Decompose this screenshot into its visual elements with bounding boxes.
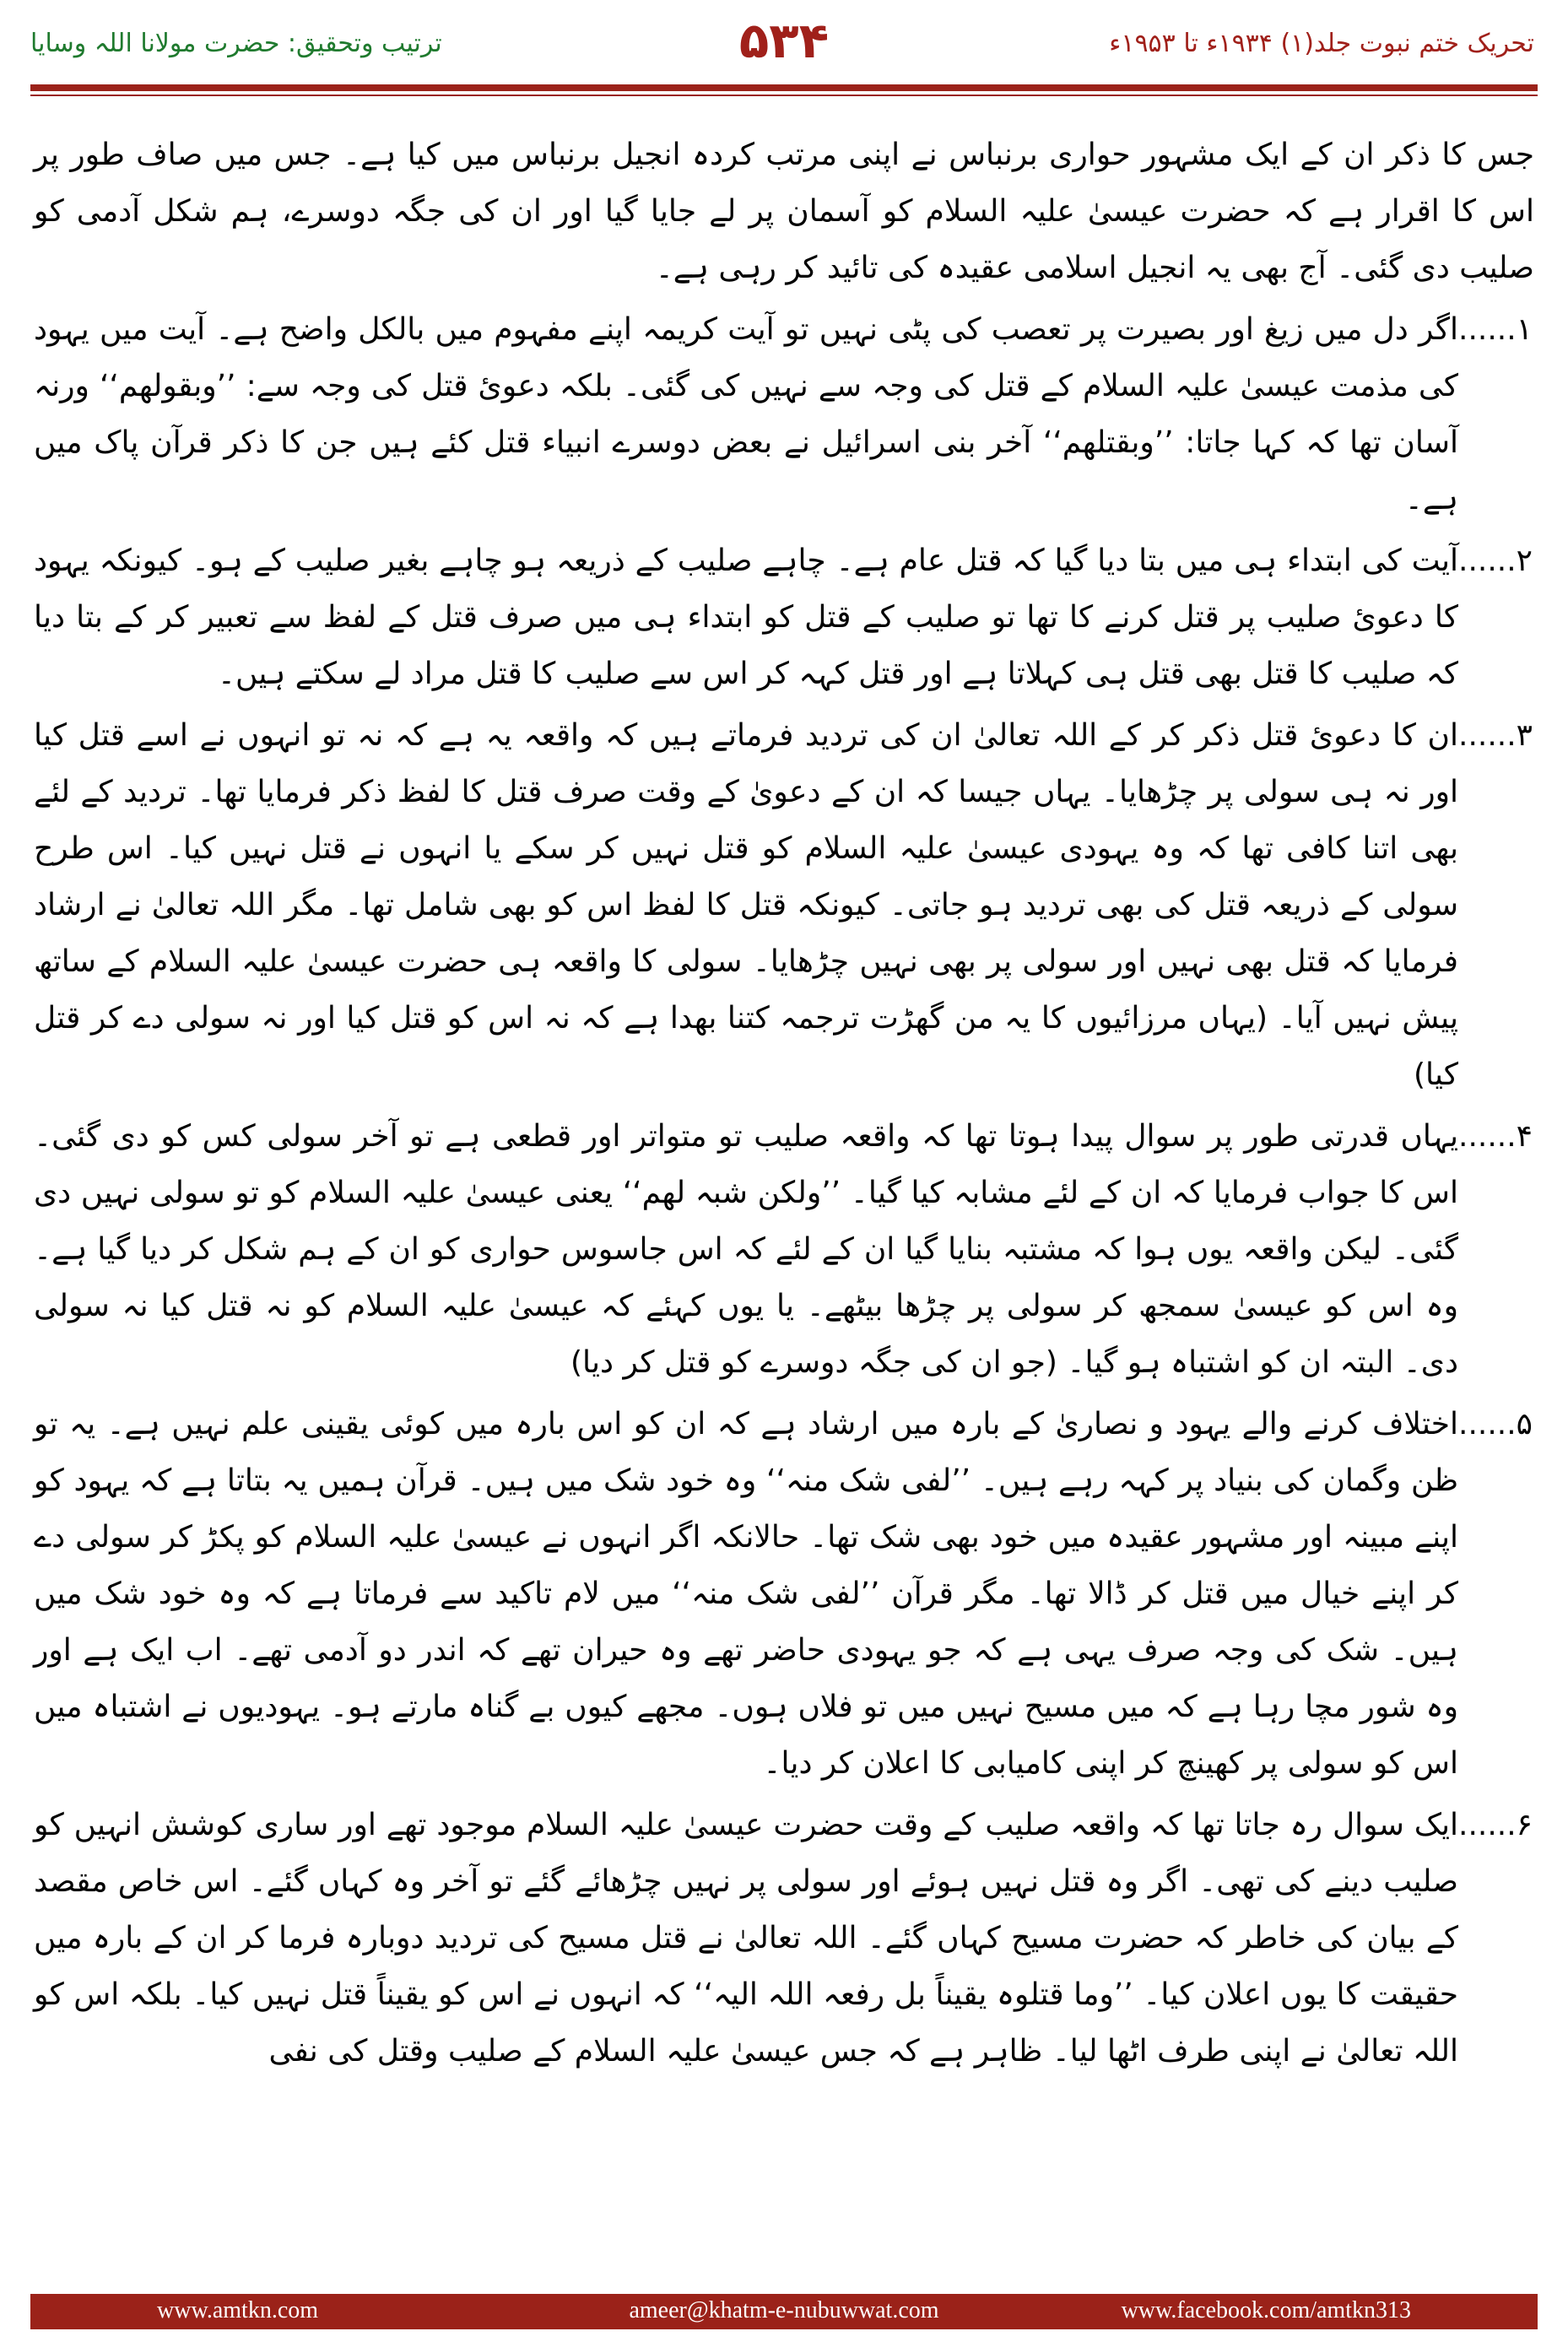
compiler-credit: ترتیب وتحقیق: حضرت مولانا اللہ وسایا	[30, 29, 442, 58]
list-item	[34, 1797, 1534, 2080]
item-text: آیت کی ابتداء ہی میں بتا دیا گیا کہ قتل عام ہے۔ چاہے صلیب کے ذریعہ ہو چاہے بغیر صلیب کے ہو۔ کیونکہ یہود کا دعویٔ صلیب پر قتل کرنے کا تھا تو صلیب کے قتل کو ابتداء ہی میں صرف قتل کے لفظ سے تعبیر کر کے بتا دیا کہ صلیب کا قتل بھی قتل ہی کہلاتا ہے اور قتل کہہ کر اس سے صلیب کا قتل مراد لے سکتے ہیں۔	[34, 544, 1458, 691]
website-link[interactable]: www.amtkn.com	[157, 2297, 319, 2323]
facebook-link[interactable]: www.facebook.com/amtkn313	[1121, 2297, 1411, 2323]
list-item	[34, 533, 1534, 702]
item-number: ۲......	[1458, 544, 1533, 578]
page-number: ۵۳۴	[738, 12, 830, 69]
list-item	[34, 1396, 1534, 1792]
item-number: ۳......	[1458, 718, 1533, 753]
item-number: ۱......	[1458, 312, 1533, 347]
header-divider-thin	[30, 95, 1538, 96]
book-title: تحریک ختم نبوت جلد(۱) ۱۹۳۴ء تا ۱۹۵۳ء	[1109, 29, 1534, 58]
item-text: اگر دل میں زیغ اور بصیرت پر تعصب کی پٹی نہیں تو آیت کریمہ اپنے مفہوم میں بالکل واضح ہے۔ آیت میں یہود کی مذمت عیسیٰ علیہ السلام کے قتل کی وجہ سے نہیں کی گئی۔ بلکہ دعویٔ قتل کی وجہ سے: ’’وبقولھم‘‘ ورنہ آسان تھا کہ کہا جاتا: ’’وبقتلھم‘‘ آخر بنی اسرائیل نے بعض دوسرے انبیاء قتل کئے ہیں جن کا ذکر قرآن پاک میں ہے۔	[34, 312, 1458, 517]
item-text: ان کا دعویٔ قتل ذکر کر کے اللہ تعالیٰ ان کی تردید فرماتے ہیں کہ واقعہ یہ ہے کہ نہ تو انہوں نے اسے قتل کیا اور نہ ہی سولی پر چڑھایا۔ یہاں جیسا کہ ان کے دعویٰ کے وقت صرف قتل کا لفظ ذکر فرمایا تھا۔ تردید کے لئے بھی اتنا کافی تھا کہ وہ یہودی عیسیٰ علیہ السلام کو قتل نہیں کر سکے یا انہوں نے قتل نہیں کیا۔ اس طرح سولی کے ذریعہ قتل کی بھی تردید ہو جاتی۔ کیونکہ قتل کا لفظ اس کو بھی شامل تھا۔ مگر اللہ تعالیٰ نے ارشاد فرمایا کہ قتل بھی نہیں اور سولی پر بھی نہیں چڑھایا۔ سولی کا واقعہ ہی حضرت عیسیٰ علیہ السلام کے ساتھ پیش نہیں آیا۔ (یہاں مرزائیوں کا یہ من گھڑت ترجمہ کتنا بھدا ہے کہ نہ اس کو قتل کیا اور نہ سولی دے کر قتل کیا)	[34, 718, 1458, 1092]
header-divider	[30, 84, 1538, 91]
intro-paragraph: جس کا ذکر ان کے ایک مشہور حواری برنباس نے اپنی مرتب کردہ انجیل برنباس میں کیا ہے۔ جس میں صاف طور پر اس کا اقرار ہے کہ حضرت عیسیٰ علیہ السلام کو آسمان پر لے جایا گیا اور ان کی جگہ دوسرے، ہم شکل آدمی کو صلیب دی گئی۔ آج بھی یہ انجیل اسلامی عقیدہ کی تائید کر رہی ہے۔	[34, 138, 1534, 285]
item-number: ۶......	[1458, 1808, 1533, 1842]
page-body	[34, 127, 1534, 2245]
list-item	[34, 301, 1534, 527]
list-item	[34, 1108, 1534, 1391]
item-number: ۴......	[1458, 1119, 1533, 1154]
page-footer	[30, 2294, 1538, 2329]
list-item	[34, 707, 1534, 1103]
item-text: ایک سوال رہ جاتا تھا کہ واقعہ صلیب کے وقت حضرت عیسیٰ علیہ السلام موجود تھے اور ساری کوشش انہیں کو صلیب دینے کی تھی۔ اگر وہ قتل نہیں ہوئے اور سولی پر نہیں چڑھائے گئے تو آخر وہ کہاں گئے۔ اس خاص مقصد کے بیان کی خاطر کہ حضرت مسیح کہاں گئے۔ اللہ تعالیٰ نے قتل مسیح کی تردید دوبارہ فرما کر ان کے بارہ میں حقیقت کا یوں اعلان کیا۔ ’’وما قتلوہ یقیناً بل رفعہ اللہ الیہ‘‘ کہ انہوں نے اس کو یقیناً قتل نہیں کیا۔ بلکہ اس کو اللہ تعالیٰ نے اپنی طرف اٹھا لیا۔ ظاہر ہے کہ جس عیسیٰ علیہ السلام کے صلیب وقتل کی نفی	[34, 1808, 1459, 2069]
page-header	[0, 0, 1568, 93]
item-number: ۵......	[1458, 1407, 1533, 1441]
item-text: اختلاف کرنے والے یہود و نصاریٰ کے بارہ میں ارشاد ہے کہ ان کو اس بارہ میں کوئی یقینی علم نہیں ہے۔ یہ تو ظن وگمان کی بنیاد پر کہہ رہے ہیں۔ ’’لفی شک منہ‘‘ وہ خود شک میں ہیں۔ قرآن ہمیں یہ بتاتا ہے کہ یہود کو اپنے مبینہ اور مشہور عقیدہ میں خود بھی شک تھا۔ حالانکہ اگر انہوں نے عیسیٰ علیہ السلام کو پکڑ کر سولی دے کر اپنے خیال میں قتل کر ڈالا تھا۔ مگر قرآن ’’لفی شک منہ‘‘ میں لام تاکید سے فرماتا ہے کہ وہ خود شک میں ہیں۔ شک کی وجہ صرف یہی ہے کہ جو یہودی حاضر تھے وہ حیران تھے کہ اندر دو آدمی تھے۔ اب ایک ہے اور وہ شور مچا رہا ہے کہ میں مسیح نہیں میں تو فلاں ہوں۔ مجھے کیوں بے گناہ مارتے ہو۔ یہودیوں نے اشتباہ میں اس کو سولی پر کھینچ کر اپنی کامیابی کا اعلان کر دیا۔	[34, 1407, 1458, 1781]
email-link[interactable]: ameer@khatm-e-nubuwwat.com	[629, 2297, 939, 2323]
item-text: یہاں قدرتی طور پر سوال پیدا ہوتا تھا کہ واقعہ صلیب تو متواتر اور قطعی ہے تو آخر سولی کس کو دی گئی۔ اس کا جواب فرمایا کہ ان کے لئے مشابہ کیا گیا۔ ’’ولکن شبہ لھم‘‘ یعنی عیسیٰ علیہ السلام کو تو سولی نہیں دی گئی۔ لیکن واقعہ یوں ہوا کہ مشتبہ بنایا گیا ان کے لئے کہ اس جاسوس حواری کو ان کے ہم شکل کر دیا گیا ہے۔ وہ اس کو عیسیٰ سمجھ کر سولی پر چڑھا بیٹھے۔ یا یوں کہئے کہ عیسیٰ علیہ السلام کو نہ قتل کیا نہ سولی دی۔ البتہ ان کو اشتباہ ہو گیا۔ (جو ان کی جگہ دوسرے کو قتل کر دیا)	[34, 1119, 1458, 1380]
